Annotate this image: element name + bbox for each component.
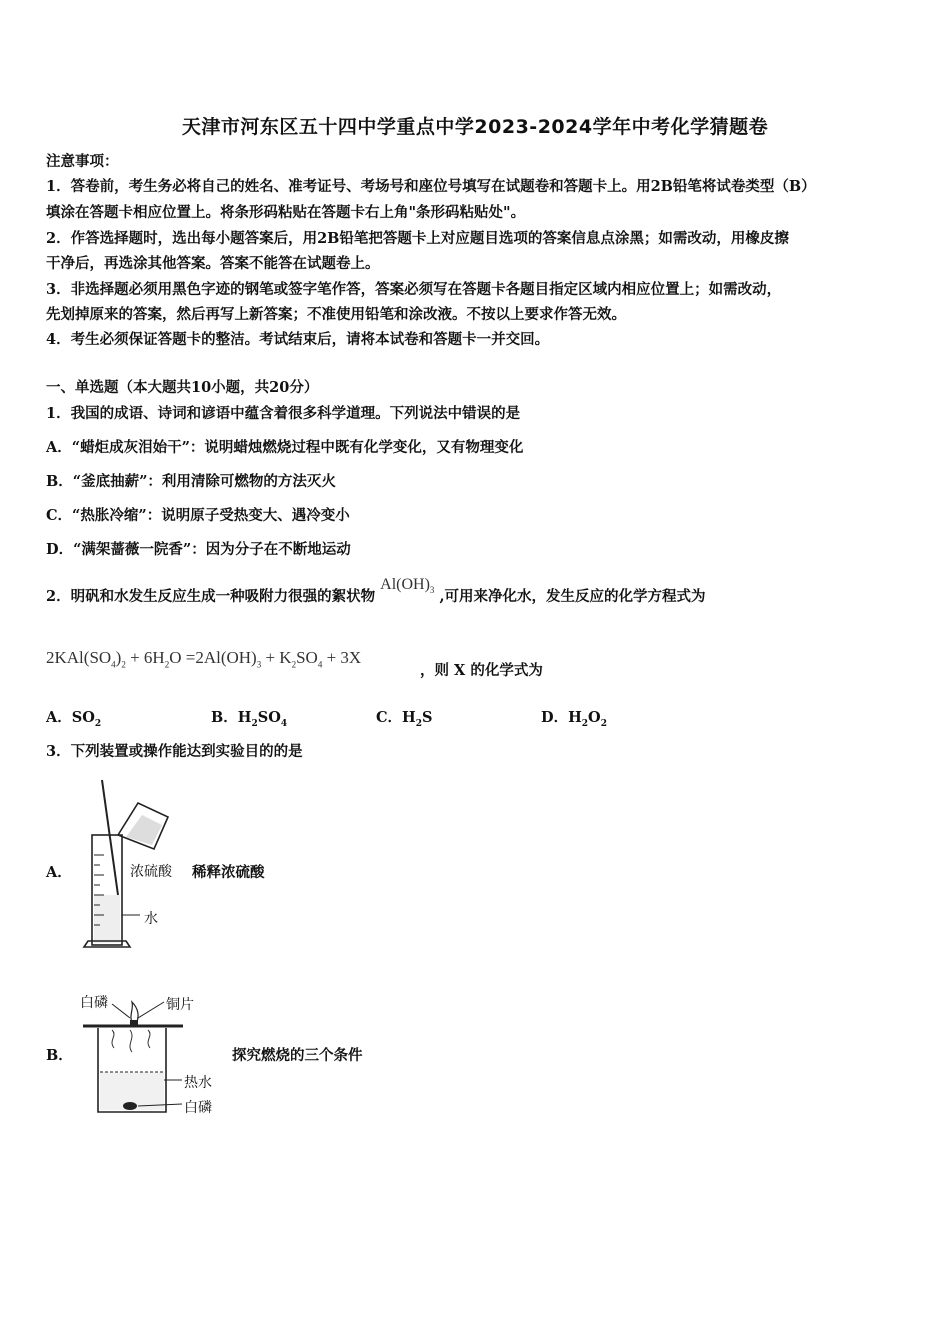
option-formula: S — [422, 709, 433, 726]
label-water: 水 — [144, 911, 158, 927]
notice-line: 干净后，再选涂其他答案。答案不能答在试题卷上。 — [46, 255, 380, 272]
option-letter: B． — [211, 709, 238, 726]
question-1-option-d: D．“满架蔷薇一院香”：因为分子在不断地运动 — [46, 541, 351, 558]
page-title: 天津市河东区五十四中学重点中学2023-2024学年中考化学猜题卷 — [181, 116, 769, 138]
question-3-option-b-desc: 探究燃烧的三个条件 — [232, 1047, 363, 1064]
notice-line: 3．非选择题必须用黑色字迹的钢笔或签字笔作答，答案必须写在答题卡各题目指定区域内相应位置上；如需改动， — [46, 281, 782, 298]
eq-sub: 3 — [256, 659, 262, 670]
option-formula: H — [237, 709, 252, 726]
notice-line: 先划掉原来的答案，然后再写上新答案；不准使用铅笔和涂改液。不按以上要求作答无效。 — [46, 306, 626, 323]
question-3-option-b-letter: B． — [46, 1047, 73, 1064]
chemical-equation — [46, 648, 361, 669]
question-1-option-b: B．“釜底抽薪”：利用清除可燃物的方法灭火 — [46, 473, 336, 490]
label-white-phosphorus-top: 白磷 — [80, 995, 108, 1011]
question-2-stem-after: ,可用来净化水，发生反应的化学方程式为 — [439, 588, 706, 605]
question-1-stem: 1．我国的成语、诗词和谚语中蕴含着很多科学道理。下列说法中错误的是 — [46, 405, 521, 422]
eq-sub: 2 — [291, 659, 297, 670]
option-subscript: 2 — [600, 718, 607, 729]
eq-sub: 4 — [317, 659, 323, 670]
option-subscript: 2 — [251, 718, 258, 729]
question-3-option-a-letter: A． — [46, 864, 72, 881]
label-concentrated-acid: 浓硫酸 — [130, 864, 172, 880]
eq-part: + 3X — [322, 648, 362, 667]
option-subscript: 2 — [581, 718, 589, 729]
question-2-option-c — [376, 706, 433, 729]
eq-part: ) — [115, 648, 122, 667]
eq-part: O =2Al(OH) — [169, 648, 257, 667]
question-3-option-a-desc: 稀释浓硫酸 — [192, 864, 265, 881]
option-subscript: 4 — [280, 718, 288, 729]
question-2-equation-tail: ，则 X 的化学式为 — [420, 662, 543, 679]
option-formula: SO — [71, 709, 95, 726]
label-hot-water: 热水 — [184, 1075, 212, 1091]
formula-main: Al(OH) — [380, 576, 430, 593]
question-2-option-d — [541, 706, 607, 729]
option-letter: C． — [376, 709, 403, 726]
question-3-stem: 3．下列装置或操作能达到实验目的的是 — [46, 743, 303, 760]
notice-line: 2．作答选择题时，选出每小题答案后，用2B铅笔把答题卡上对应题目选项的答案信息点涂黑；如需改动，用橡皮擦 — [46, 230, 789, 247]
question-2-option-b — [211, 706, 287, 729]
question-1-option-a: A．“蜡炬成灰泪始干”：说明蜡烛燃烧过程中既有化学变化，又有物理变化 — [46, 439, 524, 456]
eq-sub: 4 — [111, 659, 116, 670]
notice-line: 4．考生必须保证答题卡的整洁。考试结束后，请将本试卷和答题卡一并交回。 — [46, 331, 550, 348]
eq-part: SO — [296, 648, 318, 667]
formula-subscript: 3 — [429, 585, 435, 596]
option-letter: A． — [46, 709, 72, 726]
notice-heading: 注意事项： — [46, 153, 119, 170]
eq-part: + K — [261, 648, 292, 667]
option-subscript: 2 — [94, 718, 102, 729]
eq-part: 2KAl(SO — [46, 648, 112, 667]
question-2-option-a — [46, 706, 101, 729]
option-formula: O — [588, 709, 601, 726]
eq-sub: 2 — [164, 659, 170, 670]
option-subscript: 2 — [415, 718, 423, 729]
notice-line: 1．答卷前，考生务必将自己的姓名、准考证号、考场号和座位号填写在试题卷和答题卡上。用2B铅笔将试卷类型（B） — [46, 178, 816, 195]
question-2-stem-before: 2．明矾和水发生反应生成一种吸附力很强的絮状物 — [46, 588, 376, 605]
eq-part: + 6H — [125, 648, 165, 667]
aluminum-hydroxide-formula — [380, 576, 435, 596]
option-letter: D． — [541, 709, 569, 726]
label-copper-plate: 铜片 — [166, 997, 194, 1013]
option-formula: H — [402, 709, 416, 726]
question-1-option-c: C．“热胀冷缩”：说明原子受热变大、遇冷变小 — [46, 507, 350, 524]
notice-line: 填涂在答题卡相应位置上。将条形码粘贴在答题卡右上角"条形码粘贴处"。 — [46, 204, 526, 221]
label-white-phosphorus-bottom: 白磷 — [184, 1100, 212, 1116]
question-2-stem — [46, 576, 706, 607]
option-formula: H — [568, 709, 582, 726]
option-formula: SO — [257, 709, 281, 726]
section-heading: 一、单选题（本大题共10小题，共20分） — [46, 379, 319, 396]
eq-sub: 2 — [121, 659, 126, 670]
